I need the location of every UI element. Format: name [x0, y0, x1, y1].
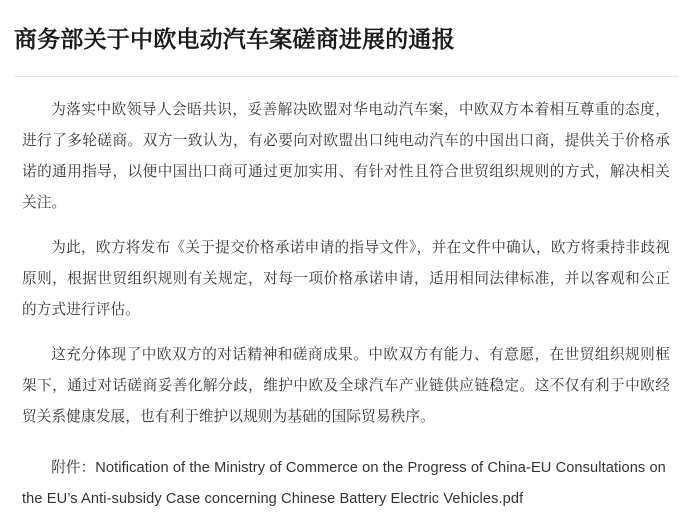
paragraph-3: 这充分体现了中欧双方的对话精神和磋商成果。中欧双方有能力、有意愿，在世贸组织规则框架下，通过对话磋商妥善化解分歧，维护中欧及全球汽车产业链供应链稳定。这不仅有利于中欧经贸关系健康发展，也有利于维护以规则为基础的国际贸易秩序。	[22, 347, 670, 425]
attachment-label: 附件：	[51, 460, 96, 476]
paragraph-2: 为此，欧方将发布《关于提交价格承诺申请的指导文件》，并在文件中确认，欧方将秉持非歧视原则，根据世贸组织规则有关规定，对每一项价格承诺申请，适用相同法律标准，并以客观和公正的方式进行评估。	[22, 240, 670, 318]
article-body	[0, 77, 692, 515]
paragraph-1: 为落实中欧领导人会晤共识，妥善解决欧盟对华电动汽车案，中欧双方本着相互尊重的态度，进行了多轮磋商。双方一致认为，有必要向对欧盟出口纯电动汽车的中国出口商，提供关于价格承诺的通用指导，以便中国出口商可通过更加实用、有针对性且符合世贸组织规则的方式，解决相关关注。	[22, 102, 670, 211]
attachment-file-name[interactable]: Notification of the Ministry of Commerce on the Progress of China-EU Consultations on the EU’s Anti-subsidy Case concerning Chinese Battery Electric Vehicles.pdf	[22, 460, 666, 507]
title-container	[0, 0, 692, 56]
page-title: 商务部关于中欧电动汽车案磋商进展的通报	[14, 26, 455, 52]
attachment-line	[22, 453, 670, 515]
